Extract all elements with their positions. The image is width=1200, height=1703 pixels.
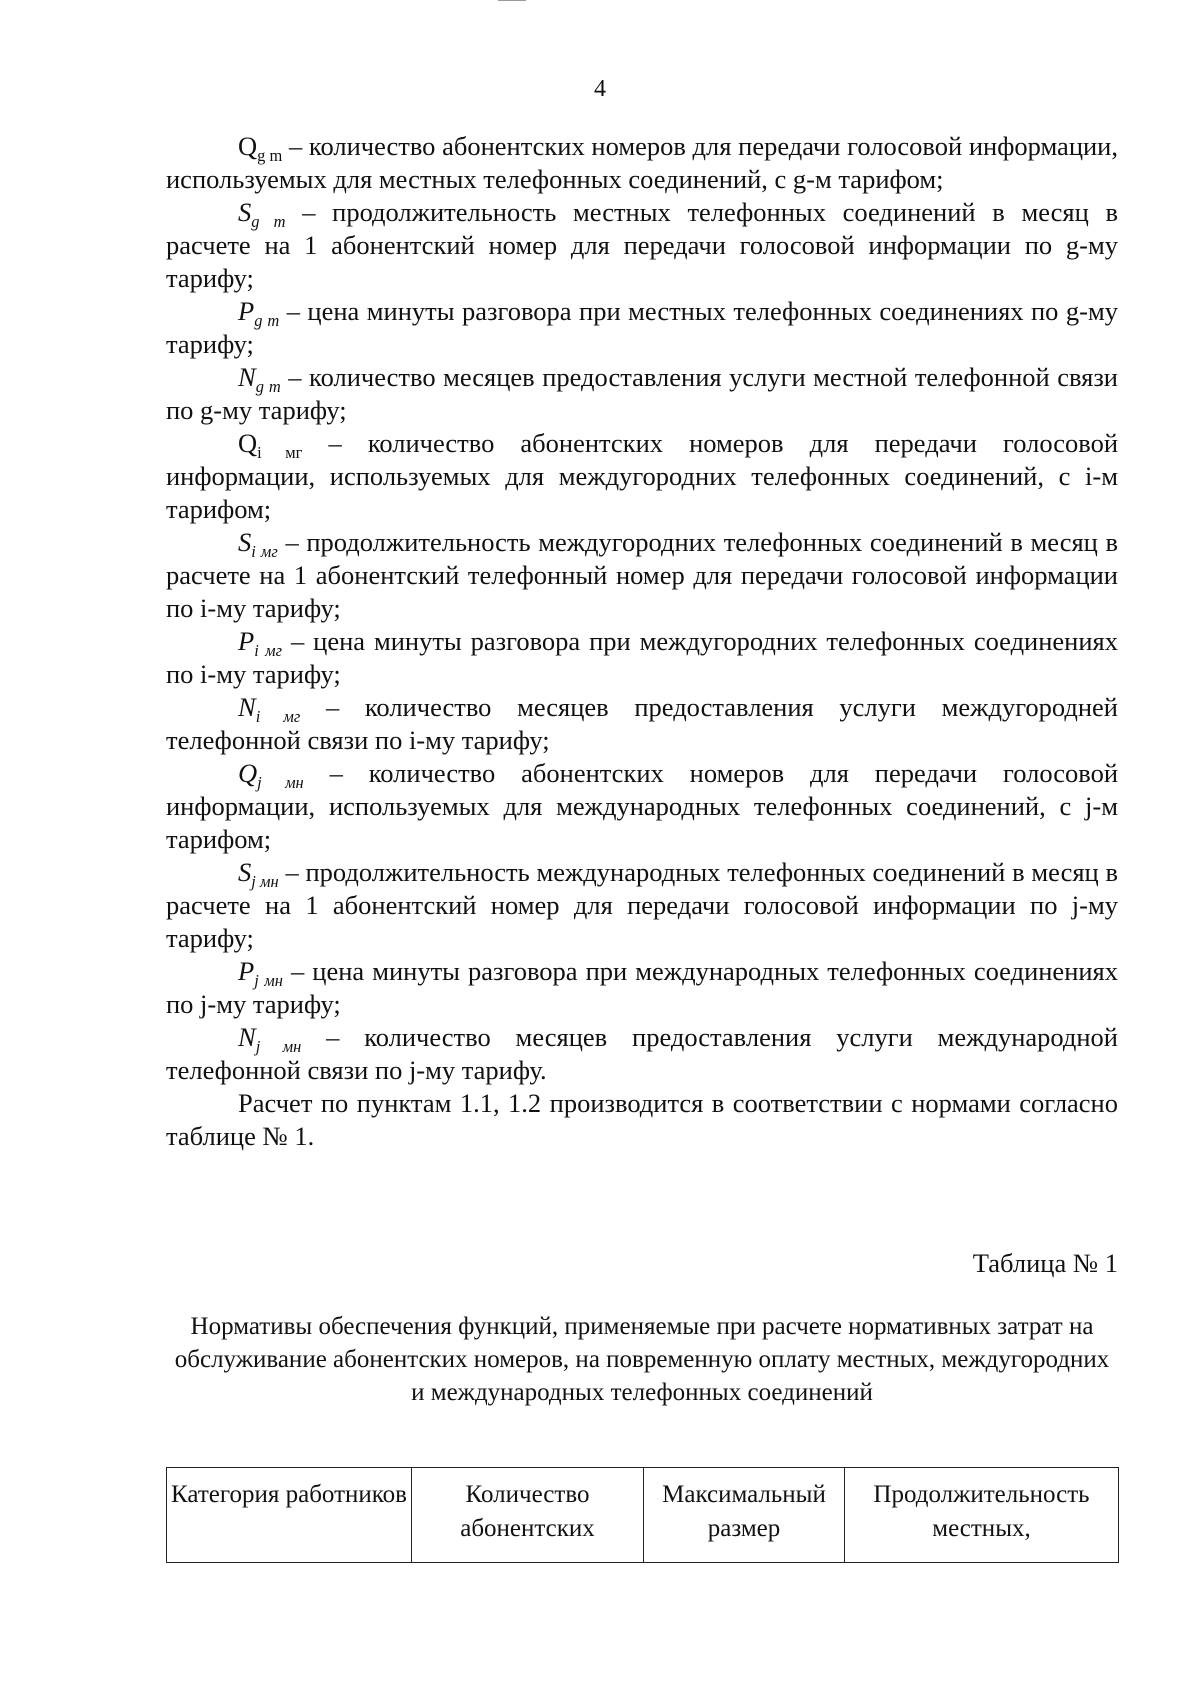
variable-letter: S [238,857,252,887]
variable-letter: Q [238,758,258,788]
definition-text: – цена минуты разговора при междугородних телефонных соединениях по i-му тарифу; [166,626,1118,689]
variable-subscript: j мн [255,1036,302,1056]
variable-subscript: g m [255,376,281,396]
definition-paragraph [166,196,1118,295]
variable-letter: P [238,296,255,326]
norms-table-container [166,1467,1118,1563]
definitions-list [166,130,1118,1153]
variable-subscript: j мн [254,970,283,990]
variable-symbol [238,296,280,330]
definition-paragraph [166,361,1118,427]
table-header-row [167,1468,1119,1563]
variable-subscript: g m [254,310,280,330]
definition-paragraph [166,625,1118,691]
definition-paragraph [166,427,1118,526]
variable-letter: P [238,626,255,656]
header-quantity: Количество абонентских [412,1468,644,1563]
definition-text: – продолжительность международных телефонных соединений в месяц в расчете на 1 абонентский номер для передачи голосовой информации по j-му тарифу; [166,857,1119,953]
header-duration: Продолжительность местных, [845,1468,1119,1563]
header-category: Категория работников [167,1468,412,1563]
definition-text: – количество месяцев предоставления услуги международной телефонной связи по j-му тарифу. [166,1022,1118,1085]
header-max-size: Максимальный размер [644,1468,845,1563]
variable-symbol [238,527,278,561]
definition-text: – количество месяцев предоставления услуги междугородней телефонной связи по i-му тарифу; [166,692,1118,755]
variable-symbol [238,758,304,792]
variable-symbol [238,956,283,990]
variable-symbol [238,428,303,462]
variable-subscript: j мн [251,871,279,891]
definition-text: – количество абонентских номеров для передачи голосовой информации, используемых для международных телефонных соединений, с j-м тарифом; [166,758,1119,854]
variable-subscript: i мг [257,442,303,462]
variable-subscript: g m [251,211,286,231]
table-label: Таблица № 1 [972,1248,1118,1278]
definition-paragraph [166,1021,1118,1087]
table-caption: Нормативы обеспечения функций, применяемые при расчете нормативных затрат на обслуживание абонентских номеров, на повременную оплату местных, междугородних и международных телефонных соединений [174,1313,1110,1406]
closing-paragraph: Расчет по пунктам 1.1, 1.2 производится в соответствии с нормами согласно таблице № 1. [166,1088,1118,1151]
variable-letter: Q [238,428,258,458]
variable-symbol [238,626,283,660]
definition-paragraph [166,691,1118,757]
variable-letter: N [238,1022,256,1052]
definition-paragraph [166,295,1118,361]
definition-paragraph [166,856,1118,955]
definition-text: – продолжительность междугородних телефонных соединений в месяц в расчете на 1 абонентский телефонный номер для передачи голосовой информации по i-му тарифу; [166,527,1118,623]
definition-text: – цена минуты разговора при местных телефонных соединениях по g-му тарифу; [166,296,1118,359]
variable-symbol [238,197,286,231]
variable-letter: S [238,527,252,557]
definition-text: – продолжительность местных телефонных соединений в месяц в расчете на 1 абонентский номер для передачи голосовой информации по g-му тарифу; [166,197,1118,293]
page-number: 4 [594,76,606,102]
definition-text: – количество абонентских номеров для передачи голосовой информации, используемых для местных телефонных соединений, с g-м тарифом; [166,131,1118,194]
variable-subscript: i мг [255,706,301,726]
variable-letter: N [238,362,256,392]
variable-letter: N [238,692,256,722]
scan-top-mark [498,0,526,1]
definition-paragraph [166,757,1118,856]
variable-letter: Q [238,131,258,161]
definition-paragraph [166,526,1118,625]
variable-subscript: i мг [254,640,283,660]
definition-paragraph [166,130,1118,196]
variable-symbol [238,131,283,165]
variable-subscript: g m [257,145,283,165]
variable-letter: P [238,956,255,986]
variable-symbol [238,857,279,891]
variable-symbol [238,362,281,396]
variable-symbol [238,692,301,726]
variable-subscript: j мн [257,772,304,792]
definition-text: – количество месяцев предоставления услуги местной телефонной связи по g-му тарифу; [166,362,1118,425]
variable-subscript: i мг [251,541,278,561]
definition-paragraph [166,955,1118,1021]
definition-text: – количество абонентских номеров для передачи голосовой информации, используемых для междугородних телефонных соединений, с i-м тарифом; [166,428,1119,524]
definition-text: – цена минуты разговора при международных телефонных соединениях по j-му тарифу; [166,956,1118,1019]
norms-table [166,1467,1119,1563]
variable-letter: S [238,197,252,227]
variable-symbol [238,1022,302,1056]
